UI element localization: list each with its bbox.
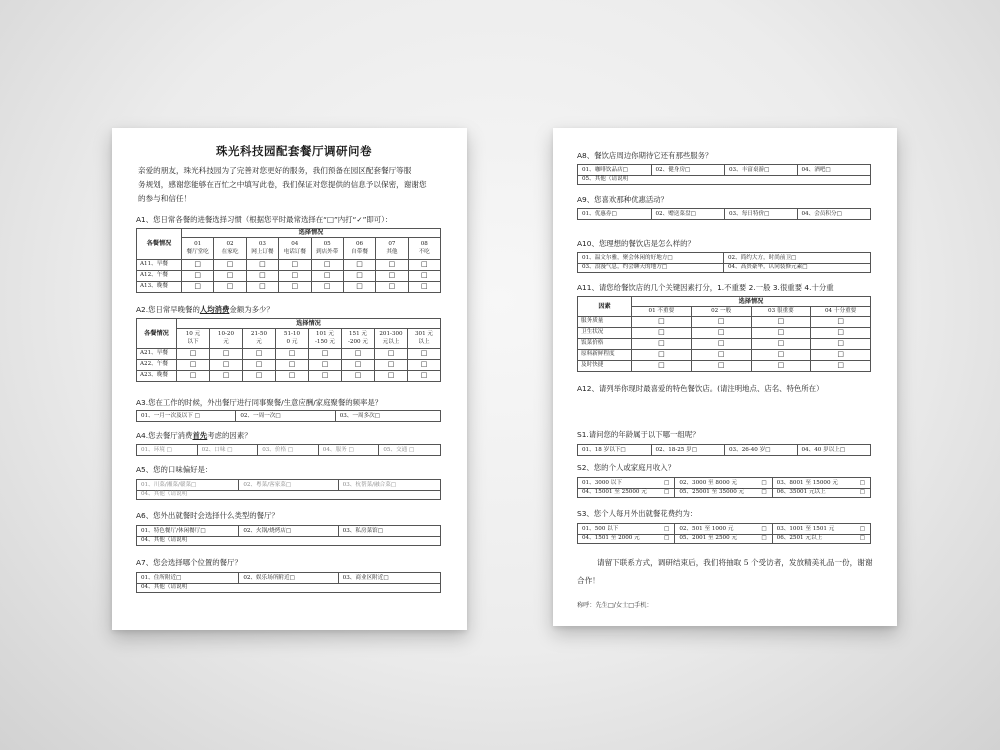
survey-title: 珠光科技园配套餐厅调研问卷 bbox=[216, 144, 372, 158]
a11-checkbox[interactable] bbox=[751, 317, 811, 328]
s1-options bbox=[577, 444, 871, 456]
footer-line-1: 请留下联系方式，调研结束后，我们将抽取 5 个受访者，发放精美礼品一份，谢谢 bbox=[597, 558, 873, 567]
a1-checkbox[interactable] bbox=[408, 271, 440, 282]
a2-checkbox[interactable] bbox=[210, 349, 243, 360]
s3-option-6-label: 06、2501 元以上 bbox=[776, 535, 823, 541]
a2-checkbox[interactable] bbox=[408, 360, 441, 371]
a5-option-other[interactable]: 04、其他（请说明 bbox=[141, 491, 188, 497]
question-a7: A7、您会选择哪个位置的餐厅？ bbox=[136, 558, 242, 567]
a2-checkbox[interactable] bbox=[177, 360, 210, 371]
a11-checkbox[interactable] bbox=[691, 361, 751, 372]
a7-option-2[interactable]: 02、娱乐场所附近□ bbox=[239, 573, 338, 583]
a9-option-4[interactable]: 04、会员积分□ bbox=[801, 211, 842, 217]
a2-checkbox[interactable] bbox=[375, 371, 408, 382]
a11-col-2: 02 一般 bbox=[691, 307, 751, 317]
a2-checkbox[interactable] bbox=[309, 360, 342, 371]
a1-col-5: 05 到店外带 bbox=[311, 238, 343, 260]
a1-checkbox[interactable] bbox=[214, 260, 246, 271]
a2-row-label: A21、早餐 bbox=[137, 349, 177, 360]
a1-checkbox[interactable] bbox=[376, 260, 408, 271]
a7-options-row2 bbox=[136, 582, 441, 593]
a11-corner: 因素 bbox=[578, 297, 632, 317]
a2-checkbox[interactable] bbox=[177, 371, 210, 382]
a2-checkbox[interactable] bbox=[243, 360, 276, 371]
a1-checkbox[interactable] bbox=[343, 271, 375, 282]
s1-option-3[interactable]: 03、26-40 岁□ bbox=[725, 445, 798, 455]
a1-checkbox[interactable] bbox=[311, 271, 343, 282]
a2-checkbox[interactable] bbox=[309, 349, 342, 360]
a8-option-other[interactable]: 05、其他（请说明 bbox=[582, 176, 629, 182]
a1-checkbox[interactable] bbox=[246, 271, 278, 282]
a8-option-4[interactable]: 04、酒吧□ bbox=[801, 167, 831, 173]
a1-row bbox=[137, 282, 441, 293]
a9-option-1[interactable]: 01、优惠券□ bbox=[578, 209, 652, 219]
a2-q-pre: A2.您日常早晚餐的 bbox=[136, 305, 200, 314]
s1-option-1[interactable]: 01、18 岁以下□ bbox=[578, 445, 652, 455]
a11-row-label: 及时快捷 bbox=[578, 361, 632, 372]
question-a9: A9、您喜欢那种优惠活动？ bbox=[577, 195, 669, 204]
a7-option-other[interactable]: 04、其他（请说明 bbox=[141, 584, 188, 590]
question-a11: A11、请您给餐饮店的几个关键因素打分，1.不重要 2.一般 3.很重要 4.十分重 bbox=[577, 283, 834, 292]
a2-checkbox[interactable] bbox=[342, 349, 375, 360]
a2-checkbox[interactable] bbox=[375, 349, 408, 360]
question-a6: A6、您外出就餐时会选择什么类型的餐厅？ bbox=[136, 511, 279, 520]
a2-col-2: 10-20 元 bbox=[210, 329, 243, 349]
a2-checkbox[interactable] bbox=[408, 371, 441, 382]
a4-option-4[interactable]: 04、服务 □ bbox=[319, 445, 380, 455]
a11-col-3: 03 很重要 bbox=[751, 307, 811, 317]
a8-option-1[interactable]: 01、咖啡饮品店□ bbox=[578, 165, 652, 175]
a11-checkbox[interactable] bbox=[811, 350, 871, 361]
s3-option-5[interactable]: 05、2001 至 2500 元 □ bbox=[675, 533, 772, 543]
a1-checkbox[interactable] bbox=[214, 271, 246, 282]
a8-option-2[interactable]: 02、健身房□ bbox=[652, 165, 726, 175]
intro-line-2: 务规划，感谢您能够在百忙之中填写此卷，我们保证对您提供的信息予以保密，谢谢您 bbox=[138, 180, 427, 189]
a11-checkbox[interactable] bbox=[751, 350, 811, 361]
a1-row-label: A12、午餐 bbox=[137, 271, 182, 282]
a1-checkbox[interactable] bbox=[408, 282, 440, 293]
a11-checkbox[interactable] bbox=[691, 317, 751, 328]
a11-checkbox[interactable] bbox=[691, 339, 751, 350]
s3-option-3-label: 03、1001 至 1501 元 bbox=[776, 526, 835, 532]
a1-row-label: A13、晚餐 bbox=[137, 282, 182, 293]
a11-row-label: 饭菜价格 bbox=[578, 339, 632, 350]
a1-corner: 各餐情况 bbox=[137, 229, 182, 260]
a1-checkbox[interactable] bbox=[246, 260, 278, 271]
a11-checkbox[interactable] bbox=[632, 317, 692, 328]
a1-checkbox[interactable] bbox=[376, 282, 408, 293]
a5-option-1[interactable]: 01、川菜/湘菜/赣菜□ bbox=[137, 480, 239, 490]
s2-option-1[interactable]: 01、3000 以下 □ bbox=[578, 478, 675, 488]
a11-row bbox=[578, 350, 871, 361]
a11-checkbox[interactable] bbox=[632, 328, 692, 339]
question-s3: S3、您个人每月外出就餐花费约为： bbox=[577, 509, 698, 518]
question-a12: A12、请列举你现时最喜爱的特色餐饮店。(请注明地点、店名、特色所在） bbox=[577, 384, 824, 393]
s3-option-2-label: 02、501 至 1000 元 bbox=[679, 526, 734, 532]
s3-option-6[interactable]: 06、2501 元以上 □ bbox=[776, 535, 865, 541]
a2-col-6: 151 元 -200 元 bbox=[342, 329, 375, 349]
a1-col-1: 01 餐厅堂吃 bbox=[182, 238, 214, 260]
a5-option-2[interactable]: 02、粤菜/客家菜□ bbox=[239, 480, 338, 490]
a11-group: 选择情况 bbox=[632, 297, 871, 307]
question-a1: A1、您日常各餐的进餐选择习惯（根据您平时最常选择在“□”内打“✓”即可）： bbox=[136, 215, 393, 224]
a4-option-2[interactable]: 02、口味 □ bbox=[198, 445, 259, 455]
s2-option-6-label: 06、35001 元以上 bbox=[776, 489, 826, 495]
a4-options bbox=[136, 444, 441, 456]
a2-table bbox=[136, 318, 441, 382]
a1-col-3: 03 网上订餐 bbox=[246, 238, 278, 260]
a3-option-3[interactable]: 03、一周多次□ bbox=[339, 413, 381, 419]
a11-row bbox=[578, 339, 871, 350]
a4-option-1[interactable]: 01、环境 □ bbox=[137, 445, 198, 455]
a2-checkbox[interactable] bbox=[276, 371, 309, 382]
survey-page-left bbox=[112, 128, 467, 630]
a11-table bbox=[577, 296, 871, 372]
a9-option-2[interactable]: 02、赠送菜盘□ bbox=[652, 209, 726, 219]
a1-checkbox[interactable] bbox=[408, 260, 440, 271]
a8-option-3[interactable]: 03、丰富桌游□ bbox=[725, 165, 798, 175]
a4-q-em: 首先 bbox=[192, 431, 208, 440]
a1-checkbox[interactable] bbox=[279, 282, 311, 293]
s1-option-2[interactable]: 02、18-25 岁□ bbox=[652, 445, 726, 455]
a1-checkbox[interactable] bbox=[246, 282, 278, 293]
a1-row-label: A11、早餐 bbox=[137, 260, 182, 271]
a2-q-post: 金额为多少？ bbox=[229, 305, 274, 314]
question-s2: S2、您的个人或家庭月收入？ bbox=[577, 463, 676, 472]
a11-row-label: 卫生状况 bbox=[578, 328, 632, 339]
a11-row-label: 原料新鲜程度 bbox=[578, 350, 632, 361]
a2-col-8: 301 元 以上 bbox=[408, 329, 441, 349]
a11-col-4: 04 十分重要 bbox=[811, 307, 871, 317]
a6-options-row2 bbox=[136, 535, 441, 546]
question-a8: A8、餐饮店周边你期待它还有那些服务？ bbox=[577, 151, 713, 160]
a1-checkbox[interactable] bbox=[311, 260, 343, 271]
a2-col-1: 10 元 以下 bbox=[177, 329, 210, 349]
a2-checkbox[interactable] bbox=[243, 349, 276, 360]
a4-q-post: 考虑的因素？ bbox=[207, 431, 252, 440]
a1-col-8: 08 不吃 bbox=[408, 238, 440, 260]
a2-checkbox[interactable] bbox=[276, 349, 309, 360]
s2-option-2[interactable]: 02、3000 至 8000 元 □ bbox=[675, 478, 772, 488]
a11-checkbox[interactable] bbox=[691, 328, 751, 339]
question-a3: A3.您在工作的时候，外出餐厅进行同事聚餐/生意应酬/家庭聚餐的频率是？ bbox=[136, 398, 383, 407]
s2-option-4[interactable]: 04、15001 至 25000 元 □ bbox=[578, 487, 675, 497]
intro-line-3: 的参与和信任！ bbox=[138, 194, 192, 203]
a11-checkbox[interactable] bbox=[691, 350, 751, 361]
a4-option-3[interactable]: 03、价格 □ bbox=[258, 445, 319, 455]
s3-option-5-label: 05、2001 至 2500 元 bbox=[679, 535, 738, 541]
a1-row bbox=[137, 260, 441, 271]
a2-checkbox[interactable] bbox=[210, 360, 243, 371]
a2-row-label: A22、午餐 bbox=[137, 360, 177, 371]
a1-col-4: 04 电话订餐 bbox=[279, 238, 311, 260]
a2-checkbox[interactable] bbox=[309, 371, 342, 382]
s2-option-3[interactable]: 03、8001 至 15000 元 □ bbox=[776, 480, 865, 486]
a11-checkbox[interactable] bbox=[811, 328, 871, 339]
a11-checkbox[interactable] bbox=[751, 339, 811, 350]
a2-checkbox[interactable] bbox=[375, 360, 408, 371]
a1-group: 选择情况 bbox=[182, 229, 441, 238]
s2-option-6[interactable]: 06、35001 元以上 □ bbox=[776, 489, 865, 495]
question-a4 bbox=[136, 430, 252, 441]
contact-line[interactable]: 称呼：先生□/女士□手机： bbox=[577, 602, 653, 609]
a6-option-1[interactable]: 01、特色餐厅/休闲餐厅□ bbox=[137, 526, 239, 536]
a1-checkbox[interactable] bbox=[279, 260, 311, 271]
a1-col-2: 02 在家吃 bbox=[214, 238, 246, 260]
a1-checkbox[interactable] bbox=[311, 282, 343, 293]
a11-checkbox[interactable] bbox=[811, 361, 871, 372]
a2-checkbox[interactable] bbox=[210, 371, 243, 382]
intro-line-1: 亲爱的朋友，珠光科技园为了完善对您更好的服务，我们预备在园区配套餐厅等服 bbox=[138, 166, 412, 175]
a10-option-2[interactable]: 02、简约大方，时尚前卫□ bbox=[728, 255, 797, 261]
a10-options-row2 bbox=[577, 262, 871, 273]
a2-checkbox[interactable] bbox=[243, 371, 276, 382]
s3-option-2[interactable]: 02、501 至 1000 元 □ bbox=[675, 524, 772, 534]
a9-options bbox=[577, 208, 871, 220]
s2-option-1-label: 01、3000 以下 bbox=[582, 480, 622, 486]
a11-row bbox=[578, 328, 871, 339]
s3-option-1-label: 01、500 以下 bbox=[582, 526, 619, 532]
footer-line-2: 合作！ bbox=[577, 576, 600, 585]
s3-options-row2 bbox=[577, 533, 871, 544]
s2-option-2-label: 02、3000 至 8000 元 bbox=[679, 480, 738, 486]
question-a5: A5、您的口味偏好是： bbox=[136, 465, 213, 474]
a1-checkbox[interactable] bbox=[214, 282, 246, 293]
question-s1: S1.请问您的年龄属于以下哪一组呢？ bbox=[577, 430, 700, 439]
a2-corner: 各餐情况 bbox=[137, 319, 177, 349]
s2-option-4-label: 04、15001 至 25000 元 bbox=[582, 489, 647, 495]
a10-option-3[interactable]: 03、浪漫气息，约会聊天的地方□ bbox=[578, 262, 724, 272]
a1-checkbox[interactable] bbox=[182, 260, 214, 271]
a6-option-2[interactable]: 02、火锅/烧烤店□ bbox=[239, 526, 338, 536]
a1-checkbox[interactable] bbox=[343, 260, 375, 271]
a10-option-4[interactable]: 04、高贵豪华，认同装修元素□ bbox=[728, 264, 808, 270]
a2-checkbox[interactable] bbox=[408, 349, 441, 360]
s2-option-3-label: 03、8001 至 15000 元 bbox=[776, 480, 838, 486]
a8-options-row2 bbox=[577, 174, 871, 185]
a9-option-3[interactable]: 03、每日特价□ bbox=[725, 209, 798, 219]
a5-option-3[interactable]: 03、杭帮菜/融合菜□ bbox=[342, 482, 397, 488]
s3-option-4[interactable]: 04、1501 至 2000 元 □ bbox=[578, 533, 675, 543]
a11-checkbox[interactable] bbox=[751, 328, 811, 339]
a11-checkbox[interactable] bbox=[632, 361, 692, 372]
s3-option-1[interactable]: 01、500 以下 □ bbox=[578, 524, 675, 534]
a11-row bbox=[578, 317, 871, 328]
a4-q-pre: A4.您去餐厅消费 bbox=[136, 431, 193, 440]
a11-row-label: 服务质量 bbox=[578, 317, 632, 328]
a1-checkbox[interactable] bbox=[279, 271, 311, 282]
a2-checkbox[interactable] bbox=[342, 371, 375, 382]
a11-checkbox[interactable] bbox=[811, 317, 871, 328]
a2-col-7: 201-300 元以上 bbox=[375, 329, 408, 349]
a11-checkbox[interactable] bbox=[751, 361, 811, 372]
a2-checkbox[interactable] bbox=[276, 360, 309, 371]
a4-option-5[interactable]: 05、交通 □ bbox=[383, 447, 415, 453]
a2-col-4: 51-10 0 元 bbox=[276, 329, 309, 349]
a2-checkbox[interactable] bbox=[177, 349, 210, 360]
a2-col-3: 21-50 元 bbox=[243, 329, 276, 349]
s2-options-row2 bbox=[577, 487, 871, 498]
a2-row bbox=[137, 360, 441, 371]
a11-row bbox=[578, 361, 871, 372]
a3-option-2[interactable]: 02、一周一次□ bbox=[236, 411, 335, 421]
s3-option-3[interactable]: 03、1001 至 1501 元 □ bbox=[776, 526, 865, 532]
a5-options-row2 bbox=[136, 489, 441, 500]
a1-row bbox=[137, 271, 441, 282]
s3-option-4-label: 04、1501 至 2000 元 bbox=[582, 535, 640, 541]
a6-option-3[interactable]: 03、私房菜馆□ bbox=[342, 528, 384, 534]
a7-option-1[interactable]: 01、住所附近□ bbox=[137, 573, 239, 583]
a1-checkbox[interactable] bbox=[182, 271, 214, 282]
a1-table bbox=[136, 228, 441, 293]
a1-col-6: 06 自带餐 bbox=[343, 238, 375, 260]
survey-page-right bbox=[553, 128, 897, 626]
a2-checkbox[interactable] bbox=[342, 360, 375, 371]
a6-option-other[interactable]: 04、其他（请说明 bbox=[141, 537, 188, 543]
a11-checkbox[interactable] bbox=[811, 339, 871, 350]
a2-col-5: 101 元 -150 元 bbox=[309, 329, 342, 349]
a2-row bbox=[137, 371, 441, 382]
s2-option-5-label: 05、25001 至 35000 元 bbox=[679, 489, 745, 495]
a1-checkbox[interactable] bbox=[182, 282, 214, 293]
a2-group: 选择情况 bbox=[177, 319, 441, 329]
a1-checkbox[interactable] bbox=[376, 271, 408, 282]
a2-row-label: A23、晚餐 bbox=[137, 371, 177, 382]
question-a2 bbox=[136, 304, 274, 315]
a11-col-1: 01 不重要 bbox=[632, 307, 692, 317]
a2-q-em: 人均消费 bbox=[199, 305, 230, 314]
s1-option-4[interactable]: 04、40 岁以上□ bbox=[801, 447, 846, 453]
a11-checkbox[interactable] bbox=[632, 339, 692, 350]
a2-row bbox=[137, 349, 441, 360]
a3-options bbox=[136, 410, 441, 422]
a7-option-3[interactable]: 03、商业区附近□ bbox=[342, 575, 389, 581]
a11-checkbox[interactable] bbox=[632, 350, 692, 361]
a1-col-7: 07 其他 bbox=[376, 238, 408, 260]
a10-option-1[interactable]: 01、温文尔雅，聚会休闲的好地方□ bbox=[578, 253, 724, 263]
question-a10: A10、您理想的餐饮店是怎么样的？ bbox=[577, 239, 695, 248]
s2-option-5[interactable]: 05、25001 至 35000 元 □ bbox=[675, 487, 772, 497]
a3-option-1[interactable]: 01、一月一次及以下 □ bbox=[137, 411, 236, 421]
a1-checkbox[interactable] bbox=[343, 282, 375, 293]
